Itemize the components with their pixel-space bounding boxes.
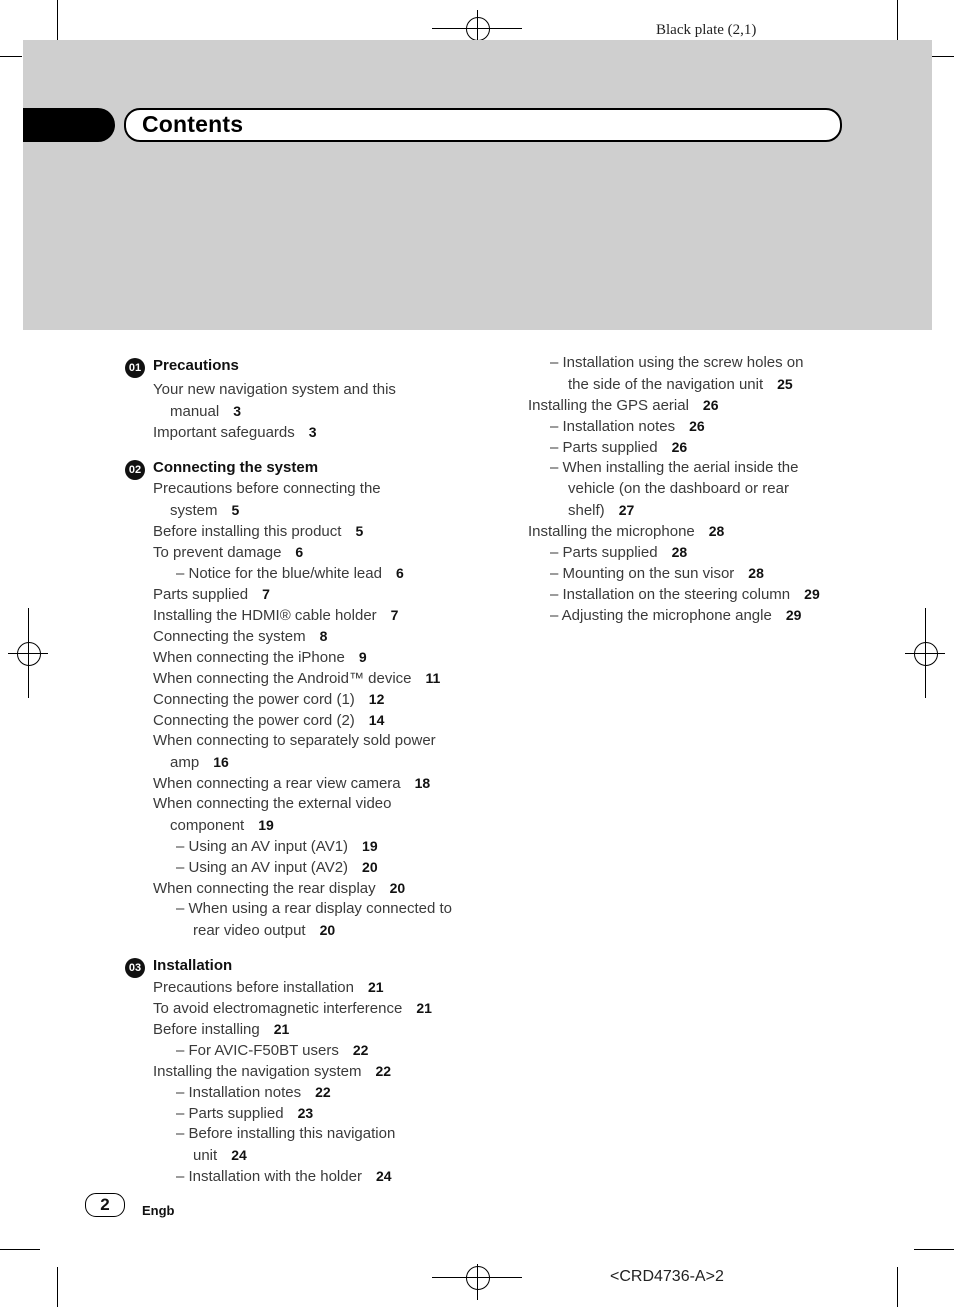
toc-entry[interactable]: [153, 381, 396, 399]
toc-entry-text: – Parts supplied: [176, 1105, 284, 1122]
toc-entry-text: When connecting the Android™ device: [153, 670, 412, 687]
toc-entry-text: the side of the navigation unit: [568, 376, 764, 393]
toc-entry-text: Installing the HDMI® cable holder: [153, 607, 377, 624]
section-number-badge: 01: [125, 358, 145, 378]
toc-entry-text: When connecting the external video: [153, 795, 392, 812]
toc-entry[interactable]: [153, 606, 398, 625]
toc-entry-text: – Using an AV input (AV1): [176, 838, 349, 855]
toc-page-number: 21: [367, 979, 384, 995]
toc-entry[interactable]: [153, 627, 327, 646]
toc-entry[interactable]: [153, 774, 430, 793]
toc-entry-text: To prevent damage: [153, 544, 282, 561]
toc-entry[interactable]: [153, 648, 367, 667]
toc-entry-text: manual: [170, 403, 220, 420]
toc-page-number: 21: [273, 1021, 290, 1037]
toc-entry-text: – Installation notes: [550, 418, 676, 435]
document-code: <CRD4736-A>2: [610, 1268, 724, 1285]
toc-page-number: 18: [414, 775, 431, 791]
toc-entry-text: Precautions before installation: [153, 979, 354, 996]
toc-page-number: 12: [368, 691, 385, 707]
toc-entry[interactable]: [528, 396, 719, 415]
toc-page-number: 9: [358, 649, 367, 665]
toc-entry[interactable]: [153, 879, 405, 898]
toc-entry[interactable]: [193, 921, 335, 940]
toc-entry[interactable]: [153, 978, 384, 997]
toc-page-number: 19: [258, 817, 274, 833]
toc-entry[interactable]: [176, 1125, 395, 1143]
toc-page-number: 22: [375, 1063, 392, 1079]
toc-entry[interactable]: [176, 1104, 313, 1123]
toc-entry-text: – For AVIC-F50BT users: [176, 1042, 339, 1059]
toc-entry[interactable]: [550, 606, 801, 625]
toc-entry[interactable]: [550, 459, 798, 477]
toc-entry-text: When connecting the iPhone: [153, 649, 345, 666]
toc-entry[interactable]: [176, 1167, 392, 1186]
chapter-tab: [23, 108, 115, 142]
page-number: 2: [85, 1193, 125, 1217]
toc-entry[interactable]: [550, 354, 803, 372]
toc-page-number: 7: [262, 586, 270, 602]
toc-page-number: 3: [233, 403, 241, 419]
toc-entry[interactable]: [550, 417, 705, 436]
toc-entry-text: unit: [193, 1147, 218, 1164]
toc-entry[interactable]: [176, 1041, 368, 1060]
header-band: [23, 40, 932, 330]
toc-entry[interactable]: [568, 375, 793, 394]
section-title[interactable]: Precautions: [153, 357, 239, 374]
toc-entry[interactable]: [176, 564, 404, 583]
toc-entry-text: – Adjusting the microphone angle: [550, 607, 772, 624]
toc-entry-text: Parts supplied: [153, 586, 249, 603]
toc-entry[interactable]: [550, 564, 764, 583]
toc-entry-text: – Using an AV input (AV2): [176, 859, 349, 876]
toc-page-number: 8: [319, 628, 328, 644]
toc-entry[interactable]: [153, 585, 270, 604]
toc-page-number: 22: [352, 1042, 369, 1058]
toc-entry[interactable]: [153, 711, 384, 730]
toc-entry-text: – Parts supplied: [550, 544, 658, 561]
toc-entry[interactable]: [170, 753, 229, 772]
toc-entry[interactable]: [176, 858, 378, 877]
toc-entry[interactable]: [153, 522, 363, 541]
toc-entry-text: – Installation on the steering column: [550, 586, 791, 603]
toc-entry[interactable]: [550, 585, 820, 604]
toc-page-number: 22: [315, 1084, 331, 1100]
toc-entry[interactable]: [568, 501, 634, 520]
toc-page-number: 20: [319, 922, 336, 938]
toc-page-number: 28: [748, 565, 764, 581]
toc-entry[interactable]: [153, 690, 384, 709]
toc-entry-text: system: [170, 502, 218, 519]
toc-entry-text: – Before installing this navigation: [176, 1125, 396, 1142]
toc-page-number: 26: [702, 397, 719, 413]
toc-entry[interactable]: [153, 423, 317, 442]
toc-entry[interactable]: [550, 438, 687, 457]
toc-entry-text: vehicle (on the dashboard or rear: [568, 480, 789, 497]
toc-entry[interactable]: [153, 1020, 289, 1039]
toc-page-number: 24: [375, 1168, 392, 1184]
toc-page-number: 23: [297, 1105, 314, 1121]
toc-entry[interactable]: [550, 543, 687, 562]
toc-entry-text: To avoid electromagnetic interference: [153, 1000, 403, 1017]
toc-entry[interactable]: [170, 402, 241, 421]
toc-entry-text: Installing the navigation system: [153, 1063, 362, 1080]
toc-page-number: 21: [416, 1000, 432, 1016]
toc-entry[interactable]: [193, 1146, 247, 1165]
toc-page-number: 28: [671, 544, 688, 560]
toc-page-number: 26: [689, 418, 705, 434]
toc-entry[interactable]: [153, 543, 303, 562]
toc-page-number: 6: [395, 565, 404, 581]
toc-entry-text: – When using a rear display connected to: [176, 900, 452, 917]
toc-entry[interactable]: [153, 732, 436, 750]
toc-entry-text: Installing the microphone: [528, 523, 695, 540]
page-title: Contents: [142, 111, 244, 137]
toc-entry-text: Before installing this product: [153, 523, 342, 540]
toc-entry-text: Important safeguards: [153, 424, 295, 441]
toc-entry[interactable]: [528, 522, 724, 541]
toc-page-number: 19: [362, 838, 378, 854]
toc-page-number: 29: [785, 607, 802, 623]
toc-page-number: 26: [671, 439, 688, 455]
toc-entry-text: Connecting the power cord (1): [153, 691, 355, 708]
toc-page-number: 11: [425, 670, 441, 686]
toc-entry-text: – Installation with the holder: [176, 1168, 362, 1185]
toc-entry[interactable]: [176, 837, 378, 856]
toc-entry-text: Connecting the power cord (2): [153, 712, 355, 729]
toc-entry[interactable]: [153, 480, 381, 498]
toc-page-number: 24: [231, 1147, 247, 1163]
toc-entry-text: – Parts supplied: [550, 439, 658, 456]
section-title[interactable]: Installation: [153, 957, 233, 974]
toc-page-number: 29: [804, 586, 820, 602]
toc-entry-text: When connecting the rear display: [153, 880, 376, 897]
section-number-badge: 03: [125, 958, 145, 978]
section-title[interactable]: Connecting the system: [153, 459, 319, 476]
toc-entry[interactable]: [568, 480, 789, 498]
toc-entry-text: rear video output: [193, 922, 306, 939]
toc-entry[interactable]: [176, 1083, 331, 1102]
plate-label: Black plate (2,1): [656, 22, 757, 38]
toc-entry-text: When connecting a rear view camera: [153, 775, 401, 792]
toc-page-number: 7: [390, 607, 399, 623]
toc-entry-text: – Installation using the screw holes on: [550, 354, 804, 371]
toc-page-number: 3: [308, 424, 317, 440]
toc-entry-text: Your new navigation system and this: [153, 381, 396, 398]
toc-entry[interactable]: [170, 501, 239, 520]
toc-entry-text: component: [170, 817, 245, 834]
toc-page-number: 27: [618, 502, 635, 518]
toc-entry-text: shelf): [568, 502, 605, 519]
toc-entry-text: – Installation notes: [176, 1084, 302, 1101]
toc-page-number: 5: [355, 523, 364, 539]
toc-entry[interactable]: [153, 669, 440, 688]
toc-entry-text: – When installing the aerial inside the: [550, 459, 799, 476]
toc-page-number: 20: [362, 859, 378, 875]
toc-entry[interactable]: [153, 1062, 391, 1081]
toc-page-number: 25: [777, 376, 793, 392]
toc-page-number: 16: [213, 754, 229, 770]
toc-entry-text: – Notice for the blue/white lead: [176, 565, 382, 582]
language-code: Engb: [142, 1203, 175, 1218]
toc-entry-text: Installing the GPS aerial: [528, 397, 689, 414]
toc-page-number: 5: [231, 502, 240, 518]
toc-entry-text: amp: [170, 754, 200, 771]
toc-page-number: 28: [708, 523, 725, 539]
toc-entry-text: Before installing: [153, 1021, 260, 1038]
toc-entry-text: Precautions before connecting the: [153, 480, 381, 497]
section-number-badge: 02: [125, 460, 145, 480]
toc-page-number: 14: [368, 712, 385, 728]
toc-entry[interactable]: [176, 900, 452, 918]
toc-entry[interactable]: [153, 795, 391, 813]
toc-entry[interactable]: [153, 999, 432, 1018]
toc-entry-text: Connecting the system: [153, 628, 306, 645]
toc-page-number: 6: [295, 544, 304, 560]
toc-page-number: 20: [389, 880, 406, 896]
toc-entry-text: When connecting to separately sold power: [153, 732, 436, 749]
toc-entry[interactable]: [170, 816, 274, 835]
toc-entry-text: – Mounting on the sun visor: [550, 565, 735, 582]
